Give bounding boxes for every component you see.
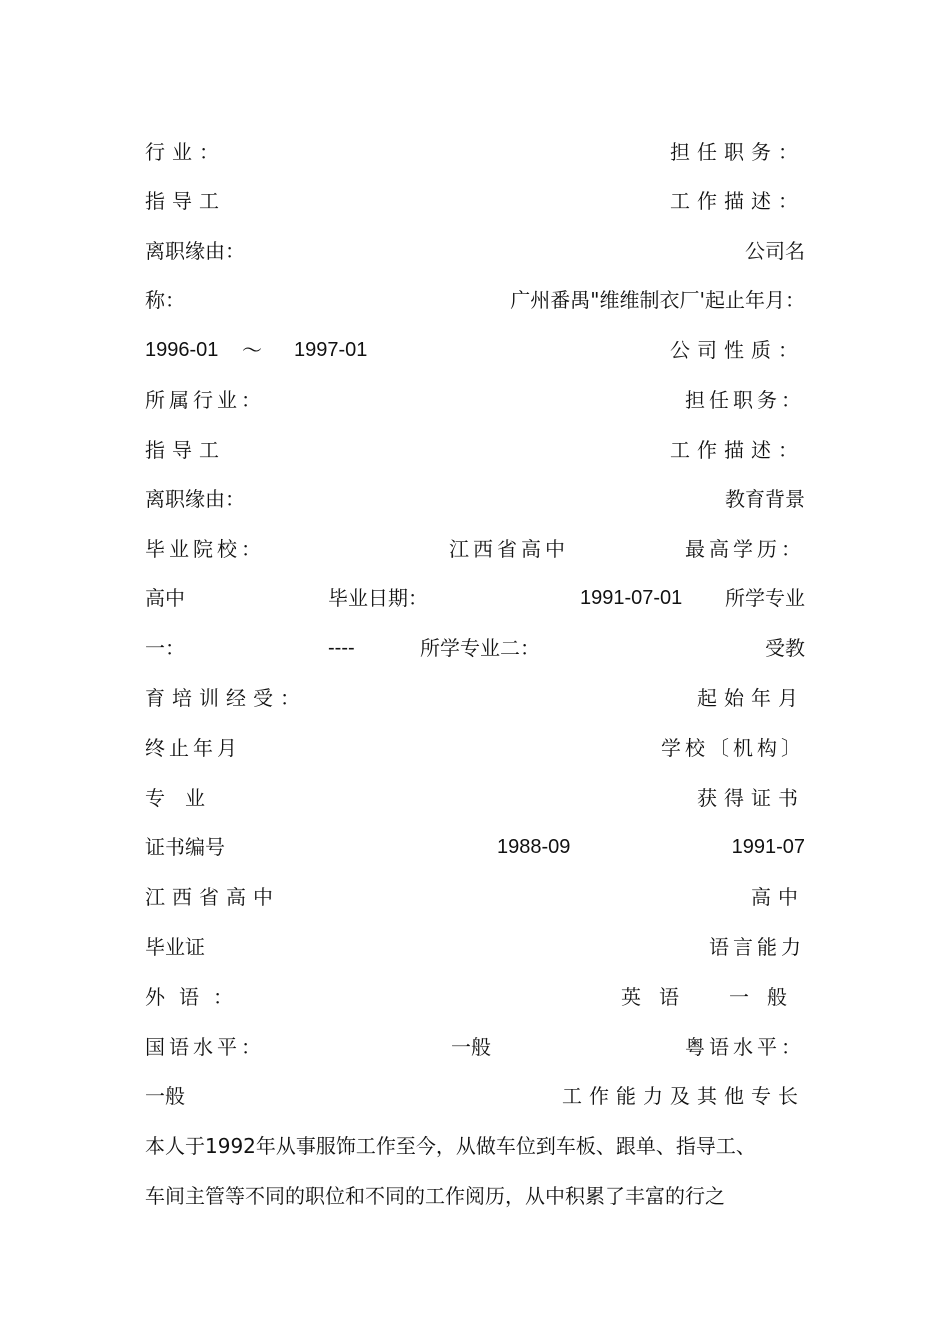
specialty-value: 高中 (751, 885, 805, 909)
training-end-value: 1991-07 (731, 836, 805, 858)
line-supervisor (145, 186, 805, 216)
line-training-columns (145, 733, 805, 763)
company-name-label-cont: 称： (145, 288, 185, 312)
cantonese-label: 粤语水平： (685, 1035, 805, 1059)
line-cantonese (145, 1081, 805, 1111)
line-training (145, 683, 805, 713)
school-value: 江西省高中 (449, 537, 569, 561)
major-one-label: 一： (145, 636, 185, 660)
training-label: 受教 (765, 636, 805, 660)
company-type-label: 公司性质： (670, 338, 805, 362)
line-sector (145, 385, 805, 415)
line-school (145, 534, 805, 564)
cantonese-value: 一般 (145, 1084, 185, 1108)
position-label: 担任职务： (670, 140, 805, 164)
tilde-separator: ～ (242, 338, 262, 362)
line-specialty (145, 783, 805, 813)
foreign-language-value: 英语 (621, 985, 697, 1009)
mandarin-value: 一般 (451, 1035, 491, 1059)
institution-value: 江西省高中 (145, 885, 280, 909)
position-value-2: 指导工 (145, 438, 226, 462)
line-cert-value (145, 932, 805, 962)
certificate-label: 获得证书 (697, 786, 805, 810)
foreign-language-level: 一般 (729, 985, 805, 1009)
sector-label: 所属行业： (145, 388, 265, 412)
foreign-language-label: 外语： (145, 985, 247, 1009)
line-certificate (145, 832, 805, 862)
mandarin-label: 国语水平： (145, 1035, 265, 1059)
company-name-label: 公司名 (745, 239, 805, 263)
line-company-name (145, 285, 805, 315)
training-label-cont: 育培训经受： (145, 686, 307, 710)
training-start-value: 1988-09 (497, 836, 571, 858)
start-month-label: 起始年月 (697, 686, 805, 710)
line-graduation (145, 583, 805, 613)
school-label: 毕业院校： (145, 537, 265, 561)
highest-degree-label: 最高学历： (685, 537, 805, 561)
job-description-label: 工作描述： (670, 189, 805, 213)
line-foreign-language (145, 982, 805, 1012)
position-value: 指导工 (145, 189, 226, 213)
start-date: 1996-01 (145, 339, 219, 361)
skills-heading: 工作能力及其他专长 (562, 1084, 805, 1108)
industry-label: 行业： (145, 140, 226, 164)
major-one-value: ---- (328, 637, 355, 659)
company-name-value: 广州番禺"维维制衣厂'起止年月： (510, 288, 805, 312)
line-period (145, 335, 805, 365)
line-institution (145, 882, 805, 912)
institution-label: 学校〔机构〕 (661, 736, 805, 760)
major-two-label: 所学专业二： (420, 636, 540, 660)
end-date: 1997-01 (294, 339, 368, 361)
language-heading: 语言能力 (709, 935, 805, 959)
leave-reason-label-2: 离职缘由： (145, 487, 245, 511)
education-heading: 教育背景 (725, 487, 805, 511)
line-mandarin (145, 1032, 805, 1062)
certificate-value: 毕业证 (145, 935, 205, 959)
skills-paragraph-line-2: 车间主管等不同的职位和不同的工作阅历，从中积累了丰富的行之 (145, 1184, 725, 1208)
graduation-date-label: 毕业日期： (328, 586, 428, 610)
job-description-label-2: 工作描述： (670, 438, 805, 462)
graduation-date-value: 1991-07-01 (580, 587, 683, 609)
highest-degree-value: 高中 (145, 586, 185, 610)
line-leave-reason (145, 236, 805, 266)
line-industry (145, 137, 805, 167)
specialty-label: 专 业 (145, 786, 205, 810)
certificate-number-label: 证书编号 (145, 835, 225, 859)
line-supervisor-2 (145, 435, 805, 465)
line-leave-reason-2 (145, 484, 805, 514)
skills-paragraph-line-1: 本人于1992年从事服饰工作至今，从做车位到车板、跟单、指导工、 (145, 1134, 756, 1158)
line-major (145, 633, 805, 663)
end-month-label: 终止年月 (145, 736, 241, 760)
leave-reason-label: 离职缘由： (145, 239, 245, 263)
major-label: 所学专业 (725, 586, 805, 610)
position-label-2: 担任职务： (685, 388, 805, 412)
